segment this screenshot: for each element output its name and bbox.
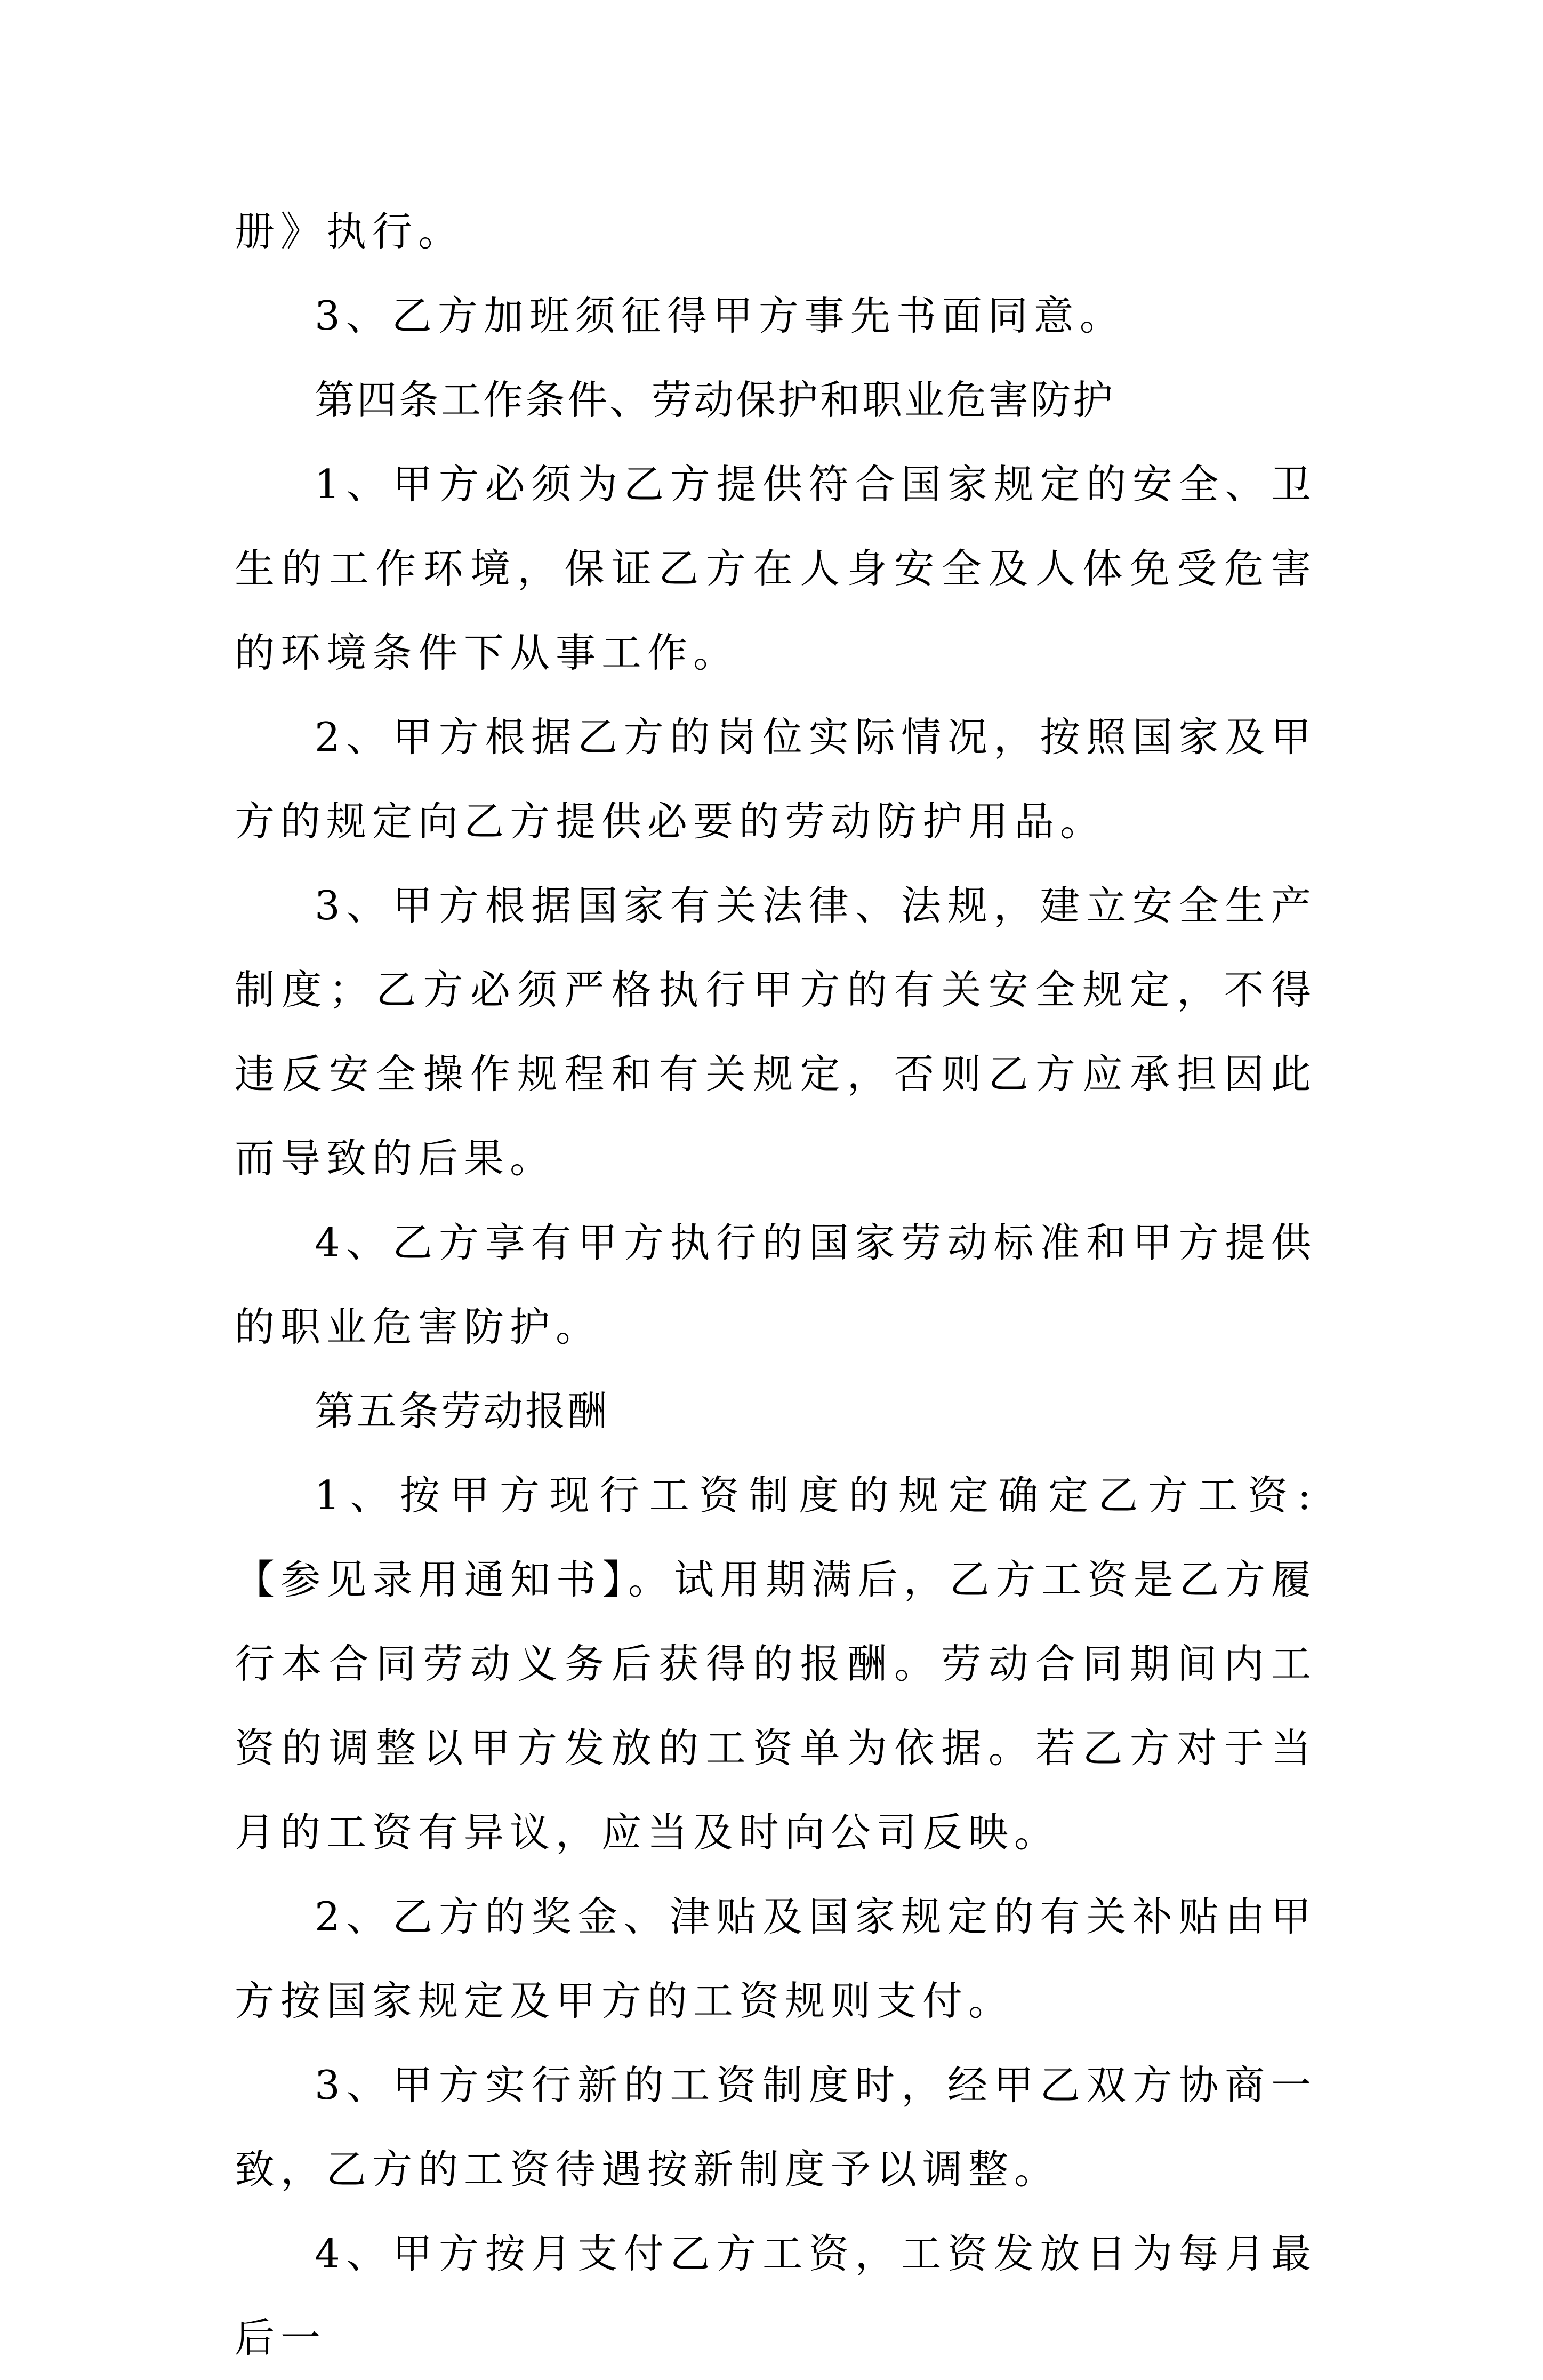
paragraph-article-5-item-2: 2、乙方的奖金、津贴及国家规定的有关补贴由甲方按国家规定及甲方的工资规则支付。 xyxy=(235,1893,1317,2024)
document-body xyxy=(235,189,1317,2380)
paragraph-overtime-clause: 3、乙方加班须征得甲方事先书面同意。 xyxy=(315,292,1126,339)
paragraph-article-5-item-3: 3、甲方实行新的工资制度时，经甲乙双方协商一致，乙方的工资待遇按新制度予以调整。 xyxy=(235,2062,1317,2193)
section-heading-article-4: 第四条工作条件、劳动保护和职业危害防护 xyxy=(315,376,1115,423)
paragraph-article-5-item-4: 4、甲方按月支付乙方工资，工资发放日为每月最后一 xyxy=(235,2230,1317,2361)
section-heading-article-5: 第五条劳动报酬 xyxy=(315,1388,610,1435)
paragraph-continuation: 册》执行。 xyxy=(235,208,464,255)
paragraph-article-4-item-1: 1、甲方必须为乙方提供符合国家规定的安全、卫生的工作环境，保证乙方在人身安全及人体免受危害的环境条件下从事工作。 xyxy=(235,461,1317,676)
paragraph-article-4-item-4: 4、乙方享有甲方执行的国家劳动标准和甲方提供的职业危害防护。 xyxy=(235,1219,1317,1350)
paragraph-article-4-item-2: 2、甲方根据乙方的岗位实际情况，按照国家及甲方的规定向乙方提供必要的劳动防护用品。 xyxy=(235,714,1317,845)
paragraph-article-5-item-1: 1、按甲方现行工资制度的规定确定乙方工资:【参见录用通知书】。试用期满后，乙方工资是乙方履行本合同劳动义务后获得的报酬。劳动合同期间内工资的调整以甲方发放的工资单为依据。若乙方对于当月的工资有异议，应当及时向公司反映。 xyxy=(235,1472,1317,1856)
paragraph-article-4-item-3: 3、甲方根据国家有关法律、法规，建立安全生产制度；乙方必须严格执行甲方的有关安全规定，不得违反安全操作规程和有关规定，否则乙方应承担因此而导致的后果。 xyxy=(235,882,1317,1182)
